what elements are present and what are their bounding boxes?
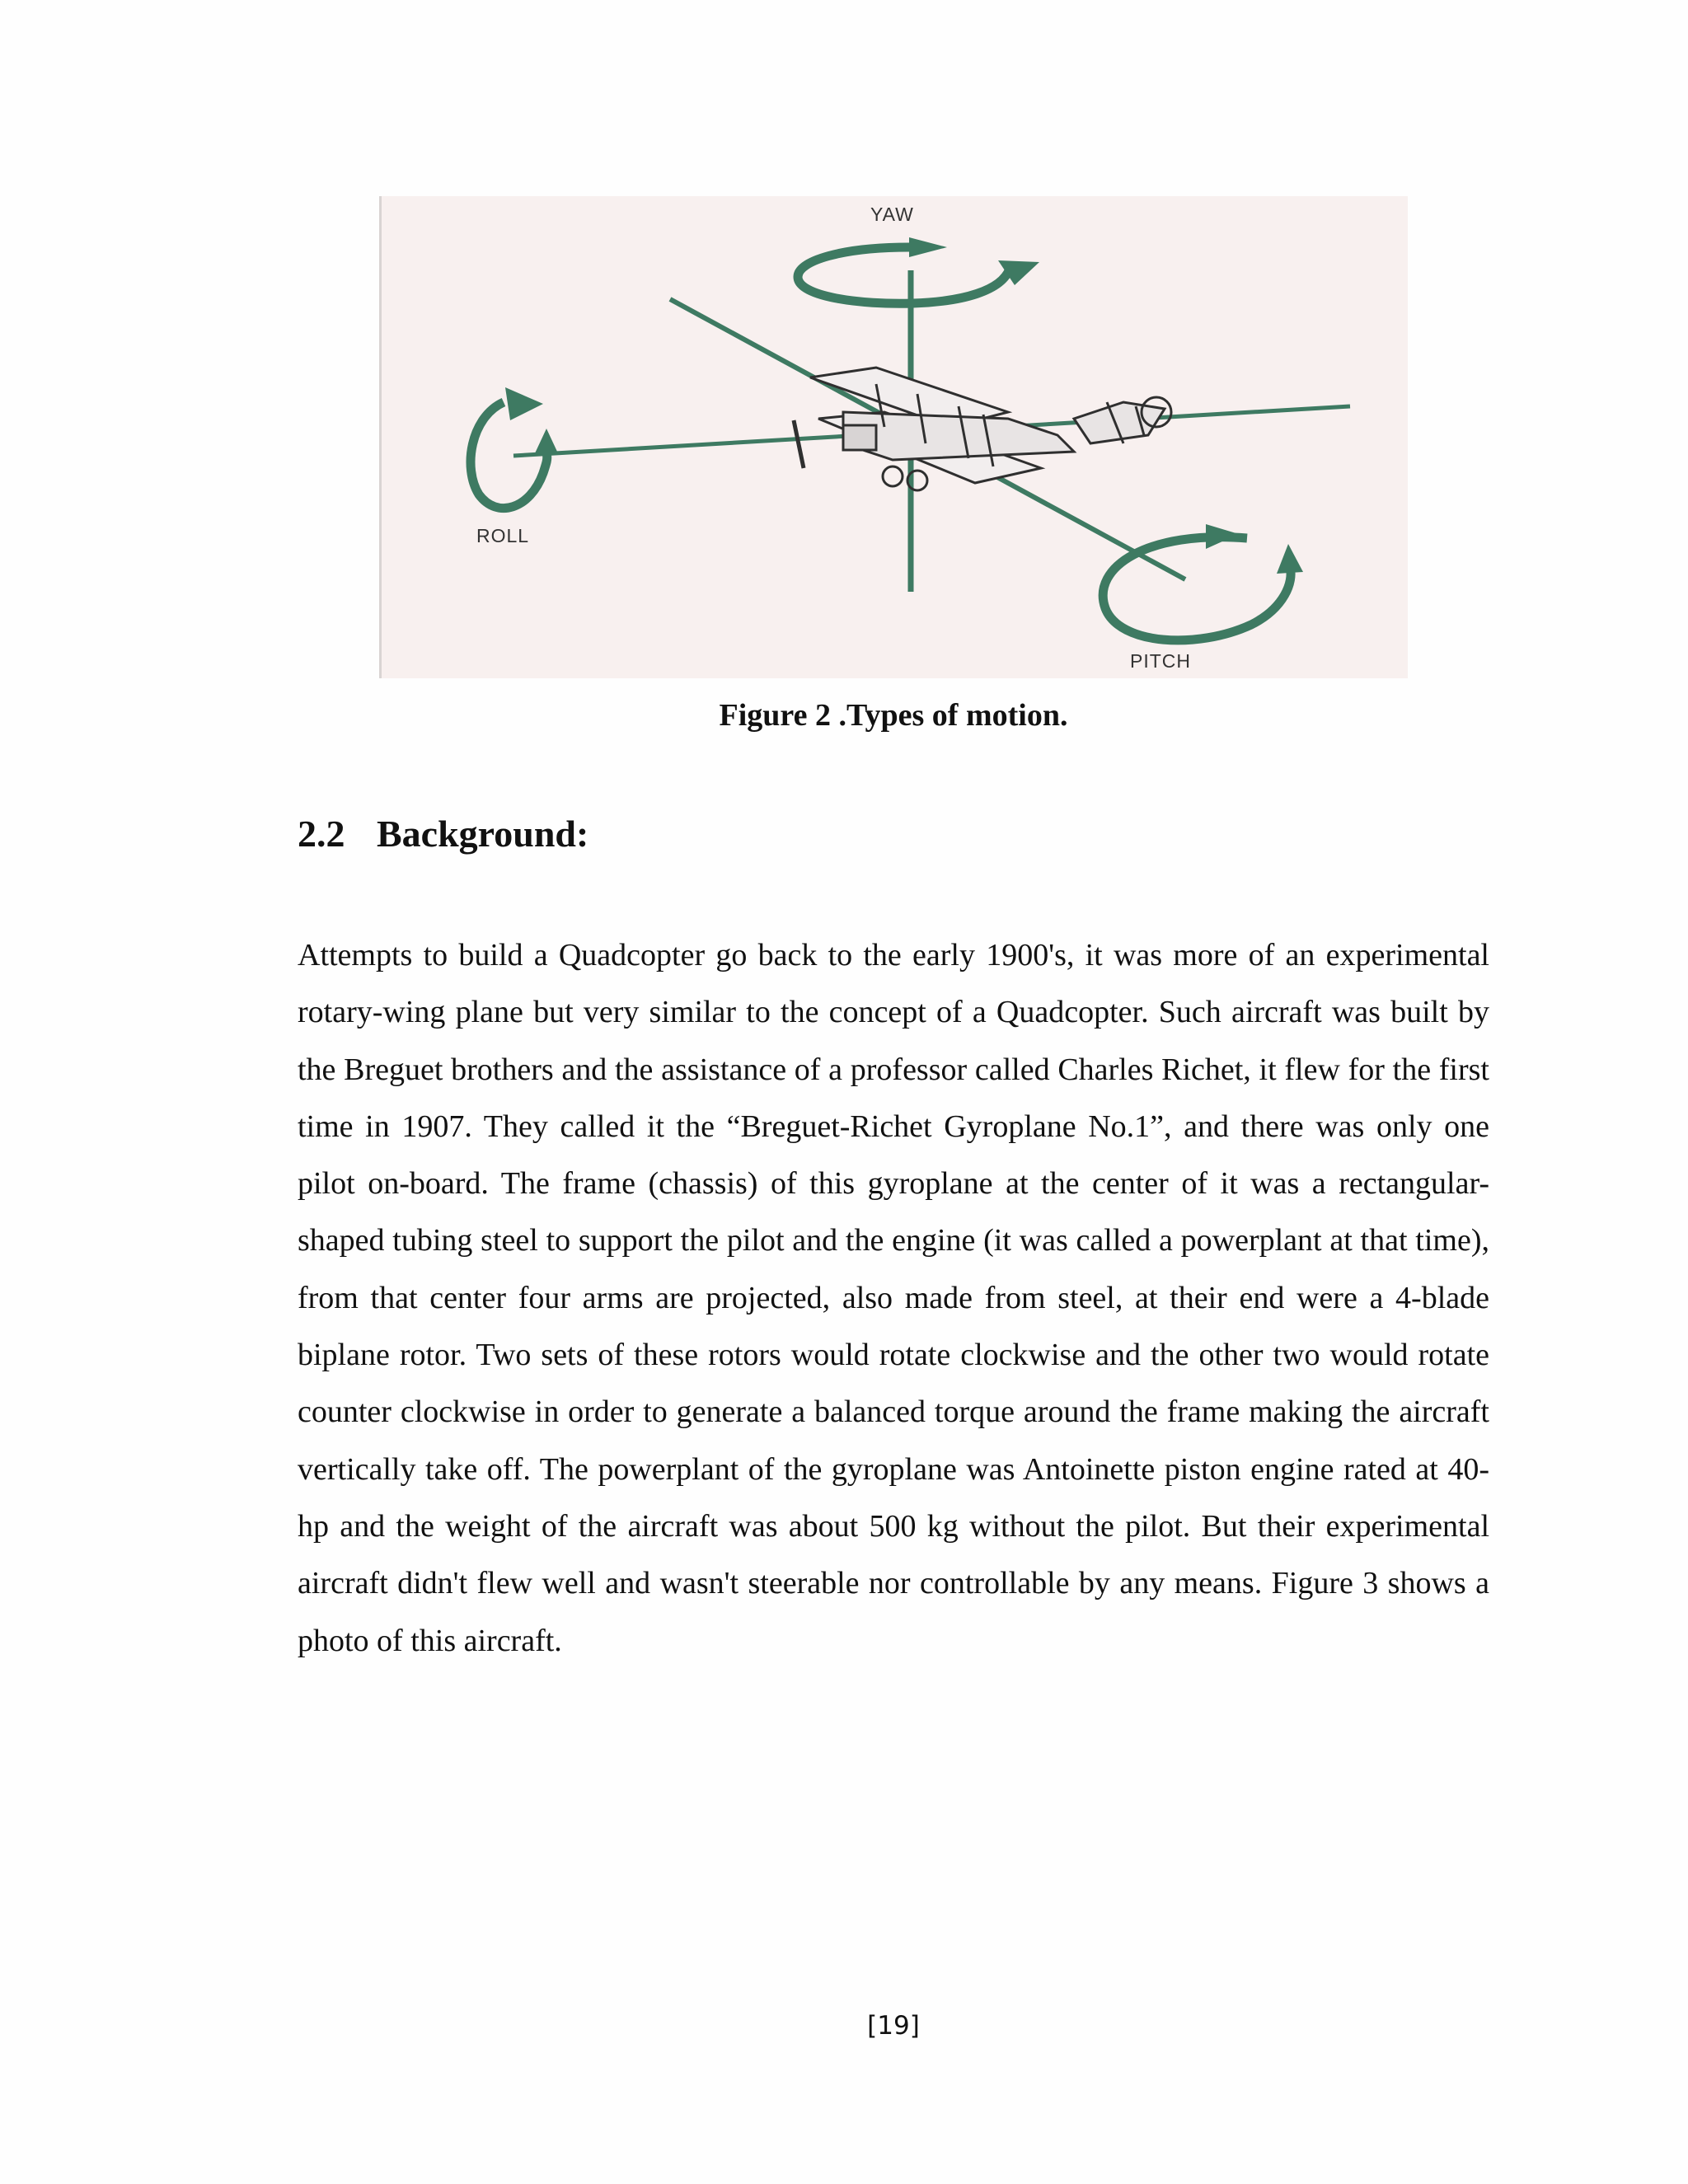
section-heading [298,812,588,855]
section-title: Background: [377,813,589,855]
section-number: 2.2 [298,813,345,855]
background-paragraph: Attempts to build a Quadcopter go back to the early 1900's, it was more of an experimental rotary-wing plane but very similar to the concept of a Quadcopter. Such aircraft was built by the Breguet brothers and the assistance of a professor called Charles Richet, it flew for the first time in 1907. They called it the “Breguet-Richet Gyroplane No.1”, and there was only one pilot on-board. The frame (chassis) of this gyroplane at the center of it was a rectangular-shaped tubing steel to support the pilot and the engine (it was called a powerplant at that time), from that center four arms are projected, also made from steel, at their end were a 4-blade biplane rotor. Two sets of these rotors would rotate clockwise and the other two would rotate counter clockwise in order to generate a balanced torque around the frame making the aircraft vertically take off. The powerplant of the gyroplane was Antoinette piston engine rated at 40-hp and the weight of the aircraft was about 500 kg without the pilot. But their experimental aircraft didn't flew well and wasn't steerable nor controllable by any means. Figure 3 shows a photo of this aircraft. [298,938,1489,1658]
aircraft-axes-diagram [382,196,1408,678]
page-number: [19] [867,2011,920,2041]
figure-caption: Figure 2 .Types of motion. [719,698,1068,733]
pitch-label: PITCH [1130,650,1191,672]
types-of-motion-figure [379,196,1408,678]
roll-label: ROLL [476,525,530,546]
yaw-label: YAW [870,204,914,225]
pitch-rotation-arrow-icon [1103,524,1303,640]
yaw-rotation-arrow-icon [798,237,1039,303]
roll-rotation-arrow-icon [471,387,558,509]
biplane-illustration [794,368,1171,490]
